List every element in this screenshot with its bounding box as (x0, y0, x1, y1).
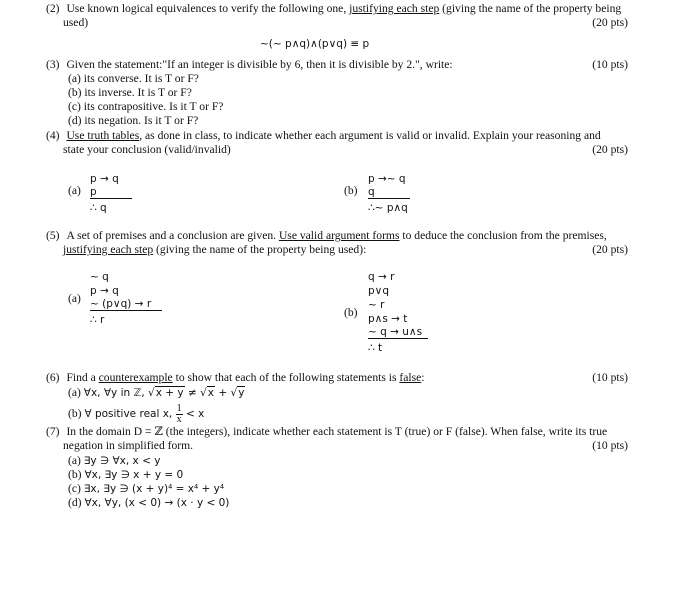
q5-points: (20 pts) (592, 243, 628, 256)
q2-text-underlined: justifying each step (349, 2, 440, 15)
q6a-sqrt-y: y (238, 387, 245, 399)
q7c-label: (c) (68, 482, 81, 495)
q7b-label: (b) (68, 468, 82, 481)
q5-line2 (63, 243, 366, 258)
q2-text-a: Use known logical equivalences to verify the following one, (66, 2, 350, 15)
q5-text-a: A set of premises and a conclusion are given. (66, 229, 279, 242)
q6-text-b: to show that each of the following statements is (172, 371, 400, 384)
q2-text-b: (giving the name of the property being (439, 2, 622, 15)
q6a-sqrt-x: x (207, 387, 215, 399)
q5a-label: (a) (68, 292, 81, 305)
q4a-premise-2: p (90, 186, 132, 199)
q7-text-a: In the domain D = ℤ (the integers), indicate whether each statement is T (true) or F (false). When false, write its true (66, 425, 608, 438)
q7b-expr: ∀x, ∃y ∋ x + y = 0 (84, 469, 184, 481)
q5b-premise-4: p∧s → t (368, 313, 408, 325)
q4b-conclusion: ∴~ p∧q (368, 202, 408, 214)
q5b-label: (b) (344, 306, 358, 319)
q6-line1 (46, 371, 425, 386)
q6a-sqrt-sign-2: √ (200, 387, 207, 399)
q4a-premise-1: p → q (90, 173, 119, 185)
q4a-label: (a) (68, 184, 81, 197)
q4-text-b: state your conclusion (valid/invalid) (63, 143, 231, 156)
q6a-label: (a) (68, 386, 81, 399)
q5b-premise-2: p∨q (368, 285, 390, 297)
q3-line1 (46, 58, 453, 73)
q6a-sqrt-sign-1: √ (148, 387, 155, 399)
q5-text-b: to deduce the conclusion from the premises, (399, 229, 607, 242)
q4b-label: (b) (344, 184, 358, 197)
q6b-text: ∀ positive real x, (84, 408, 176, 421)
q6a-text: ∀x, ∀y in ℤ, (83, 387, 148, 399)
q5b-premise-1: q → r (368, 271, 395, 283)
q3-number: (3) (46, 58, 60, 71)
q4-text-underlined: Use truth tables (66, 129, 140, 142)
q6-text-a: Find a (66, 371, 99, 384)
q5b-premise-5: ~ q → u∧s (368, 326, 428, 339)
q2-line1 (46, 2, 621, 17)
q5a-premise-2: p → q (90, 285, 119, 297)
q7a-label: (a) (68, 454, 81, 467)
q6-item-b (68, 404, 204, 425)
q3-item-a: (a) its converse. It is T or F? (68, 72, 199, 85)
q4-points: (20 pts) (592, 143, 628, 156)
q6b-label: (b) (68, 407, 82, 421)
q2-formula: ~(~ p∧q)∧(p∨q) ≡ p (260, 38, 370, 50)
q7-text-b: negation in simplified form. (63, 439, 194, 452)
q6-text-underlined-2: false (399, 371, 422, 384)
q5-text-underlined-1: Use valid argument forms (278, 229, 400, 242)
q3-item-c: (c) its contrapositive. Is it T or F? (68, 100, 224, 113)
q7-item-d (68, 496, 229, 511)
q7-number: (7) (46, 425, 60, 438)
q7-item-c (68, 482, 224, 497)
q7d-expr: ∀x, ∀y, (x < 0) → (x · y < 0) (84, 497, 230, 509)
q6-item-a (68, 386, 245, 401)
q7a-expr: ∃y ∋ ∀x, x < y (83, 455, 161, 467)
q4a-conclusion: ∴ q (90, 202, 107, 214)
q5-line1 (46, 229, 607, 244)
q7-item-b (68, 468, 183, 483)
q6a-plus: + (215, 387, 231, 399)
q6-text-c: : (421, 371, 425, 384)
q4b-premise-2: q (368, 186, 410, 199)
q3-item-d: (d) its negation. Is it T or F? (68, 114, 199, 127)
q7d-label: (d) (68, 496, 82, 509)
q3-item-b: (b) its inverse. It is T or F? (68, 86, 192, 99)
q2-points: (20 pts) (592, 16, 628, 29)
q7-item-a (68, 454, 160, 469)
q6a-neq: ≠ (184, 387, 201, 399)
q7c-expr: ∃x, ∃y ∋ (x + y)⁴ = x⁴ + y⁴ (83, 483, 225, 495)
q5a-premise-3: ~ (p∨q) → r (90, 298, 162, 311)
q4-number: (4) (46, 129, 60, 142)
q6-number: (6) (46, 371, 60, 384)
q6a-sqrt-sign-3: √ (230, 387, 238, 399)
q6b-denominator: x (176, 414, 182, 425)
q5-text-underlined-2: justifying each step (63, 243, 154, 256)
q3-text: Given the statement:"If an integer is divisible by 6, then it is divisible by 2.", write: (66, 58, 453, 71)
q5b-conclusion: ∴ t (368, 342, 383, 354)
q5a-premise-1: ~ q (90, 271, 109, 283)
q7-points: (10 pts) (592, 439, 628, 452)
q5-text-c: (giving the name of the property being used): (153, 243, 367, 256)
q6-text-underlined-1: counterexample (98, 371, 173, 384)
q6b-fraction (176, 404, 183, 425)
q5a-conclusion: ∴ r (90, 314, 105, 326)
q3-points: (10 pts) (592, 58, 628, 71)
q2-text-c: used) (63, 16, 89, 29)
q4b-premise-1: p →~ q (368, 173, 406, 185)
q7-line1 (46, 425, 607, 440)
q5-number: (5) (46, 229, 60, 242)
q6b-numerator: 1 (176, 403, 182, 414)
q5b-premise-3: ~ r (368, 299, 385, 311)
q6b-tail: < x (182, 408, 205, 421)
q6-points: (10 pts) (592, 371, 628, 384)
q4-line1 (46, 129, 601, 144)
q2-number: (2) (46, 2, 60, 15)
q6a-sqrt-x-plus-y: x + y (155, 387, 184, 399)
q4-text-a: , as done in class, to indicate whether each argument is valid or invalid. Explain your reasoning and (139, 129, 601, 142)
